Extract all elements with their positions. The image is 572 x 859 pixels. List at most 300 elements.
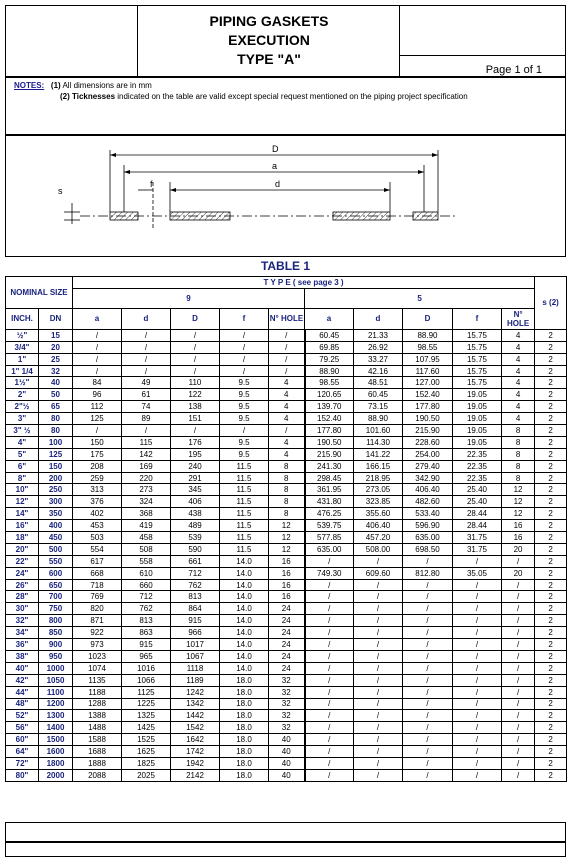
cell-dn: 20 [39,341,73,353]
table-row [6,603,567,615]
table-row [6,722,567,734]
table-cell: / [403,555,453,567]
table-row [6,686,567,698]
table-cell: 12 [502,508,535,520]
table-cell: 313 [73,484,122,496]
table-cell: 2 [535,591,567,603]
cell-inch: 6" [6,460,39,472]
table-cell: 9.5 [220,401,269,413]
table-cell: 114.30 [354,436,403,448]
table-cell: 24 [269,650,305,662]
table-cell: 117.60 [403,365,453,377]
table-cell: / [73,353,122,365]
table-cell: 762 [171,579,220,591]
table-cell: 115 [122,436,171,448]
table-cell: 2 [535,686,567,698]
table-cell: 431.80 [305,496,354,508]
table-cell: / [403,698,453,710]
col-inch: INCH. [6,308,39,329]
table-cell: / [502,757,535,769]
table-cell: 195 [171,448,220,460]
table-cell: 1688 [73,746,122,758]
table-cell: 18.0 [220,698,269,710]
table-row [6,460,567,472]
table-cell: 539 [171,532,220,544]
table-cell: 4 [502,377,535,389]
table-cell: 2025 [122,769,171,781]
table-cell: 16 [269,579,305,591]
table-cell: 16 [269,555,305,567]
table-cell: 19.05 [453,425,502,437]
table-cell: 32 [269,722,305,734]
table-cell: / [220,365,269,377]
table-cell: 2 [535,496,567,508]
table-cell: 98.55 [403,341,453,353]
table-cell: 590 [171,543,220,555]
table-cell: / [403,579,453,591]
table-cell: 1225 [122,698,171,710]
table-cell: 508 [122,543,171,555]
table-cell: 419 [122,520,171,532]
table-cell: 610 [122,567,171,579]
table-cell: 966 [171,627,220,639]
note-1-num: (1) [50,81,61,90]
table-cell: 88.90 [305,365,354,377]
table-cell: 11.5 [220,484,269,496]
col-dn: DN [39,308,73,329]
table-cell: 8 [502,425,535,437]
table-cell: / [354,650,403,662]
table-cell: 49 [122,377,171,389]
gasket-section-drawing [0,0,572,260]
table-cell: 208 [73,460,122,472]
table-cell: 2 [535,627,567,639]
table-cell: / [453,746,502,758]
table-cell: / [171,341,220,353]
table-cell: 476.25 [305,508,354,520]
table-cell: 2 [535,389,567,401]
table-cell: 11.5 [220,496,269,508]
cell-dn: 25 [39,353,73,365]
note-2-bold: Ticknesses [72,92,116,101]
table-cell: 2 [535,413,567,425]
table-row [6,698,567,710]
table-cell: / [269,353,305,365]
table-cell: 18.0 [220,686,269,698]
cell-inch: 2" [6,389,39,401]
table-cell: 14.0 [220,591,269,603]
table-cell: / [403,686,453,698]
table-cell: 19.05 [453,389,502,401]
title-line-1: PIPING GASKETS [209,13,329,29]
table-row [6,436,567,448]
table-cell: 15.75 [453,365,502,377]
table-cell: 215.90 [305,448,354,460]
table-cell: 19.05 [453,401,502,413]
table-cell: 4 [502,389,535,401]
cell-dn: 500 [39,543,73,555]
cell-inch: 52" [6,710,39,722]
cell-dn: 80 [39,413,73,425]
table-cell: 820 [73,603,122,615]
col-5-a: a [305,308,354,329]
table-cell: 40 [269,769,305,781]
table-cell: 48.51 [354,377,403,389]
table-cell: 177.80 [403,401,453,413]
table-cell: / [453,615,502,627]
cell-dn: 125 [39,448,73,460]
cell-dn: 1500 [39,734,73,746]
table-cell: 1542 [171,722,220,734]
table-cell: 4 [269,377,305,389]
table-cell: / [403,662,453,674]
table-cell: / [171,425,220,437]
cell-dn: 15 [39,329,73,341]
table-cell: / [73,329,122,341]
table-cell: 871 [73,615,122,627]
table-cell: / [305,698,354,710]
table-cell: / [502,579,535,591]
table-cell: 11.5 [220,508,269,520]
table-cell: 1242 [171,686,220,698]
table-cell: / [305,769,354,781]
table-cell: / [305,710,354,722]
table-cell: 298.45 [305,472,354,484]
table-cell: 12 [269,532,305,544]
table-cell: / [453,757,502,769]
table-cell: 16 [502,532,535,544]
cell-inch: 20" [6,543,39,555]
table-cell: / [502,662,535,674]
table-cell: 18.0 [220,734,269,746]
col-5-f: f [453,308,502,329]
table-cell: 12 [502,496,535,508]
table-row [6,484,567,496]
table-cell: 2088 [73,769,122,781]
cell-inch: 1½" [6,377,39,389]
type-5-header: 5 [305,288,535,308]
table-cell: 718 [73,579,122,591]
cell-dn: 400 [39,520,73,532]
table-cell: 139.70 [305,401,354,413]
dim-label-s: s [58,186,63,196]
table-cell: 1017 [171,639,220,651]
table-cell: / [305,591,354,603]
table-cell: 240 [171,460,220,472]
cell-dn: 900 [39,639,73,651]
table-cell: 2 [535,532,567,544]
table-cell: 24 [269,627,305,639]
table-cell: / [403,603,453,615]
cell-inch: 64" [6,746,39,758]
table-cell: 1135 [73,674,122,686]
note-2-text: indicated on the table are valid except special request mentioned on the piping project specification [115,92,468,101]
table-row [6,567,567,579]
table-cell: 2 [535,710,567,722]
table-cell: 406 [171,496,220,508]
table-cell: / [354,757,403,769]
cell-inch: 48" [6,698,39,710]
table-cell: / [502,627,535,639]
table-cell: 2 [535,639,567,651]
table-cell: 9.5 [220,436,269,448]
table-row [6,413,567,425]
table-cell: 4 [269,401,305,413]
table-cell: / [502,746,535,758]
table-cell: / [354,579,403,591]
cell-dn: 1600 [39,746,73,758]
table-cell: 15.75 [453,353,502,365]
gasket-dimension-table [5,276,567,782]
table-cell: / [305,603,354,615]
table-cell: 11.5 [220,472,269,484]
table-cell: / [502,734,535,746]
cell-dn: 2000 [39,769,73,781]
table-cell: / [453,555,502,567]
table-cell: 668 [73,567,122,579]
table-cell: 176 [171,436,220,448]
table-cell: / [354,686,403,698]
table-cell: / [305,662,354,674]
table-cell: 24 [269,662,305,674]
cell-inch: 44" [6,686,39,698]
table-cell: 1118 [171,662,220,674]
table-cell: 2 [535,615,567,627]
col-5-holes: N° HOLE [502,308,535,329]
table-cell: 1066 [122,674,171,686]
table-cell: / [453,698,502,710]
table-cell: 1125 [122,686,171,698]
cell-inch: 3" ½ [6,425,39,437]
table-row [6,472,567,484]
cell-inch: 32" [6,615,39,627]
table-cell: 1067 [171,650,220,662]
col-9-f: f [220,308,269,329]
table-row [6,401,567,413]
table-cell: 8 [269,484,305,496]
table-cell: / [453,603,502,615]
table-cell: 2 [535,722,567,734]
table-cell: 14.0 [220,615,269,627]
table-cell: 4 [502,401,535,413]
table-cell: 864 [171,603,220,615]
table-cell: 609.60 [354,567,403,579]
table-cell: / [269,329,305,341]
table-cell: 12 [269,520,305,532]
table-cell: 2 [535,520,567,532]
table-cell: 190.50 [305,436,354,448]
table-cell: / [502,710,535,722]
table-cell: 16 [269,567,305,579]
cell-dn: 850 [39,627,73,639]
table-cell: 1488 [73,722,122,734]
table-cell: 2 [535,401,567,413]
type-header: T Y P E ( see page 3 ) [73,277,535,289]
table-cell: 2 [535,353,567,365]
table-cell: 169 [122,460,171,472]
table-cell: / [122,341,171,353]
cell-inch: 3" [6,413,39,425]
gasket-ring-inner-right [333,212,390,220]
table-cell: 915 [122,639,171,651]
table-cell: 508.00 [354,543,403,555]
table-row [6,650,567,662]
table-cell: / [354,662,403,674]
cell-inch: 3/4" [6,341,39,353]
table-cell: 4 [269,436,305,448]
table-cell: 1023 [73,650,122,662]
cell-dn: 150 [39,460,73,472]
table-cell: 11.5 [220,532,269,544]
table-cell: / [502,591,535,603]
table-cell: 9.5 [220,377,269,389]
table-cell: 1188 [73,686,122,698]
table-cell: 254.00 [403,448,453,460]
cell-dn: 450 [39,532,73,544]
table-cell: 4 [502,413,535,425]
table-cell: 2 [535,603,567,615]
table-cell: 73.15 [354,401,403,413]
table-row [6,674,567,686]
table-cell: 22.35 [453,472,502,484]
cell-inch: 56" [6,722,39,734]
table-cell: / [171,353,220,365]
table-row [6,520,567,532]
table-cell: 406.40 [403,484,453,496]
table-cell: 1525 [122,734,171,746]
cell-dn: 32 [39,365,73,377]
table-cell: 4 [502,329,535,341]
cell-dn: 800 [39,615,73,627]
table-cell: / [354,734,403,746]
table-cell: 120.65 [305,389,354,401]
table-cell: 323.85 [354,496,403,508]
table-cell: / [453,710,502,722]
table-cell: 8 [502,460,535,472]
table-cell: 489 [171,520,220,532]
cell-dn: 650 [39,579,73,591]
cell-dn: 65 [39,401,73,413]
table-cell: / [305,722,354,734]
table-cell: 14.0 [220,603,269,615]
table-row [6,496,567,508]
gasket-ring-outer-right [413,212,438,220]
table-cell: / [354,603,403,615]
table-cell: 88.90 [403,329,453,341]
table-cell: / [403,591,453,603]
table-cell: 14.0 [220,567,269,579]
table-cell: 15.75 [453,341,502,353]
table-cell: 11.5 [220,543,269,555]
table-cell: 361.95 [305,484,354,496]
table-cell: 9.5 [220,389,269,401]
table-cell: 1742 [171,746,220,758]
dim-label-d: d [275,179,281,189]
table-cell: 18.0 [220,710,269,722]
table-cell: 438 [171,508,220,520]
table-cell: / [453,579,502,591]
table-cell: / [171,329,220,341]
table-row [6,341,567,353]
table-cell: / [453,686,502,698]
table-cell: 32 [269,710,305,722]
table-row [6,769,567,781]
table-cell: 32 [269,686,305,698]
table-cell: / [502,686,535,698]
table-cell: 33.27 [354,353,403,365]
col-9-a: a [73,308,122,329]
table-row [6,710,567,722]
col-9-holes: N° HOLE [269,308,305,329]
table-cell: 11.5 [220,520,269,532]
table-cell: 2 [535,698,567,710]
table-cell: 9.5 [220,413,269,425]
table-cell: 15.75 [453,329,502,341]
table-cell: 635.00 [403,532,453,544]
table-cell: 712 [122,591,171,603]
table-cell: 20 [502,567,535,579]
cell-inch: 28" [6,591,39,603]
table-cell: 241.30 [305,460,354,472]
table-cell: / [354,615,403,627]
table-cell: 2 [535,425,567,437]
table-row [6,353,567,365]
table-cell: 151 [171,413,220,425]
table-cell: 973 [73,639,122,651]
table-cell: 342.90 [403,472,453,484]
table-cell: 291 [171,472,220,484]
table-cell: 376 [73,496,122,508]
cell-inch: 24" [6,567,39,579]
cell-inch: 72" [6,757,39,769]
table-cell: 125 [73,413,122,425]
cell-inch: 40" [6,662,39,674]
table-cell: / [403,650,453,662]
table-cell: 215.90 [403,425,453,437]
table-cell: 1942 [171,757,220,769]
col-9-D: D [171,308,220,329]
cell-dn: 700 [39,591,73,603]
table-cell: 4 [269,448,305,460]
table-cell: 8 [269,472,305,484]
table-cell: 31.75 [453,532,502,544]
table-cell: 79.25 [305,353,354,365]
table-cell: / [354,710,403,722]
table-cell: 18.0 [220,757,269,769]
table-cell: 922 [73,627,122,639]
table-cell: / [305,746,354,758]
table-cell: 32 [269,674,305,686]
table-cell: / [502,722,535,734]
cell-dn: 1300 [39,710,73,722]
cell-dn: 200 [39,472,73,484]
table-cell: 279.40 [403,460,453,472]
cell-inch: 1" 1/4 [6,365,39,377]
table-cell: / [453,769,502,781]
table-cell: 220 [122,472,171,484]
cell-inch: ½" [6,329,39,341]
table-cell: / [305,627,354,639]
table-row [6,757,567,769]
note-2-num: (2) [60,92,70,101]
table-cell: 9.5 [220,448,269,460]
table-cell: 177.80 [305,425,354,437]
table-cell: 16 [269,591,305,603]
table-cell: 166.15 [354,460,403,472]
table-cell: / [354,769,403,781]
table-cell: 2 [535,436,567,448]
table-cell: / [122,329,171,341]
